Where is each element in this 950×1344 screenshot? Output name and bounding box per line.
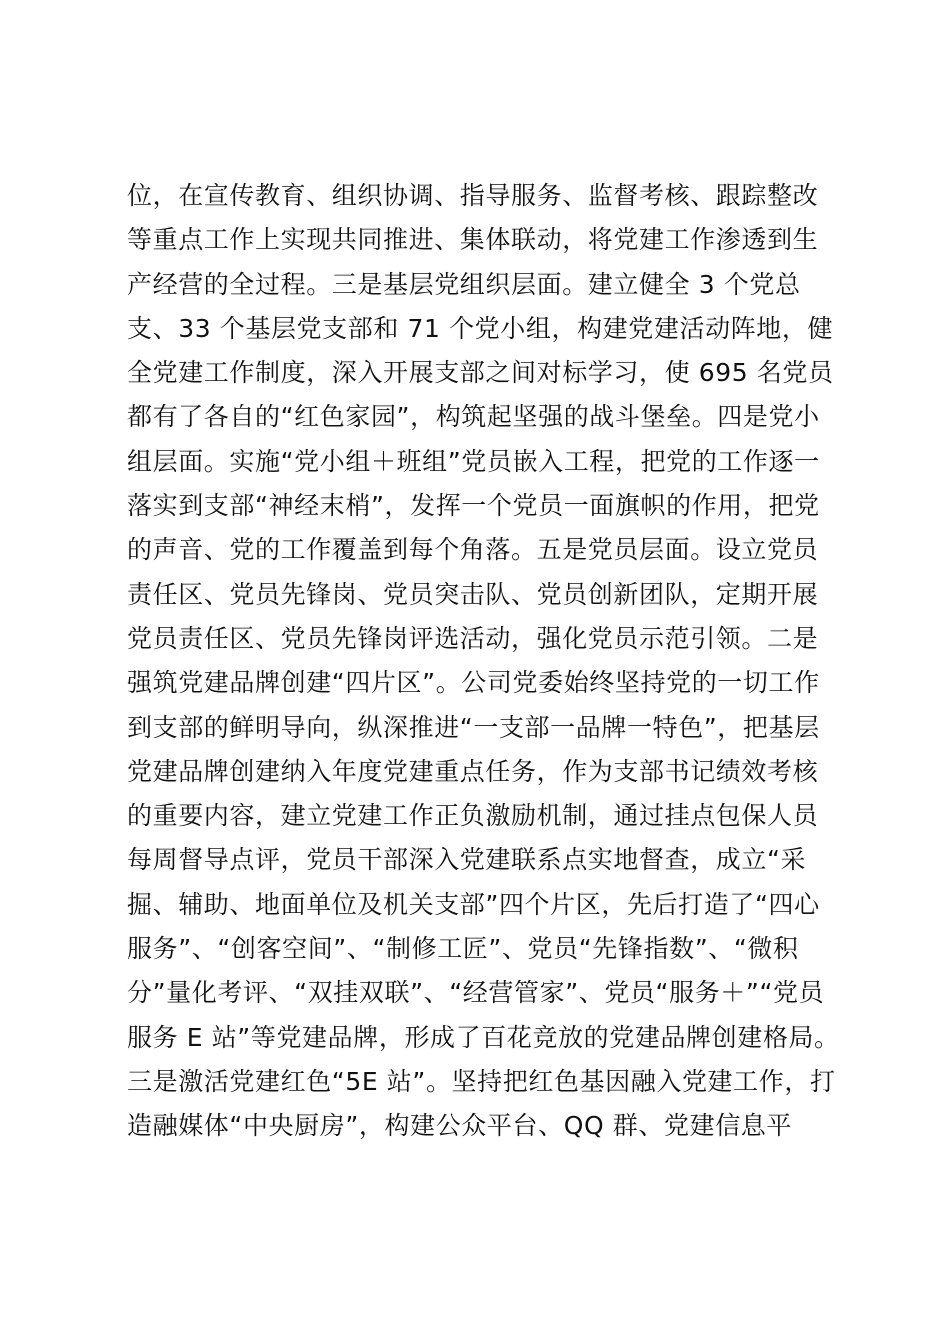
text-line: 强筑党建品牌创建“四片区”。公司党委始终坚持党的一切工作 [127,668,820,698]
text-line: 分”量化考评、“双挂双联”、“经营管家”、党员“服务＋”“党员 [127,978,825,1008]
text-line: 的重要内容，建立党建工作正负激励机制，通过挂点包保人员 [127,801,819,831]
text-line: 党建品牌创建纳入年度党建重点任务，作为支部书记绩效考核 [127,756,819,786]
text-line: 都有了各自的“红色家园”，构筑起坚强的战斗堡垒。四是党小 [127,402,820,432]
text-line: 服务 E 站”等党建品牌，形成了百花竞放的党建品牌创建格局。 [127,1022,840,1052]
text-line: 落实到支部“神经末梢”，发挥一个党员一面旗帜的作用，把党 [127,491,820,521]
text-line: 服务”、“创客空间”、“制修工匠”、党员“先锋指数”、“微积 [127,934,799,964]
text-line: 全党建工作制度，深入开展支部之间对标学习，使 695 名党员 [127,358,834,388]
body-text [127,174,840,1149]
text-line: 的声音、党的工作覆盖到每个角落。五是党员层面。设立党员 [127,535,819,565]
text-line: 三是激活党建红色“5E 站”。坚持把红色基因融入党建工作，打 [127,1066,836,1096]
text-line: 每周督导点评，党员干部深入党建联系点实地督查，成立“采 [127,845,807,875]
text-line: 组层面。实施“党小组＋班组”党员嵌入工程，把党的工作逐一 [127,446,820,476]
text-line: 责任区、党员先锋岗、党员突击队、党员创新团队，定期开展 [127,579,819,609]
text-line: 产经营的全过程。三是基层党组织层面。建立健全 3 个党总 [127,269,801,299]
text-line: 党员责任区、党员先锋岗评选活动，强化党员示范引领。二是 [127,623,819,653]
text-line: 位，在宣传教育、组织协调、指导服务、监督考核、跟踪整改 [127,181,819,210]
text-line: 等重点工作上实现共同推进、集体联动，将党建工作渗透到生 [127,225,819,255]
text-line: 造融媒体“中央厨房”，构建公众平台、QQ 群、党建信息平 [127,1111,793,1141]
text-line: 支、33 个基层党支部和 71 个党小组，构建党建活动阵地，健 [127,313,834,343]
text-line: 到支部的鲜明导向，纵深推进“一支部一品牌一特色”，把基层 [127,712,820,742]
text-line: 掘、辅助、地面单位及机关支部”四个片区，先后打造了“四心 [127,889,820,919]
